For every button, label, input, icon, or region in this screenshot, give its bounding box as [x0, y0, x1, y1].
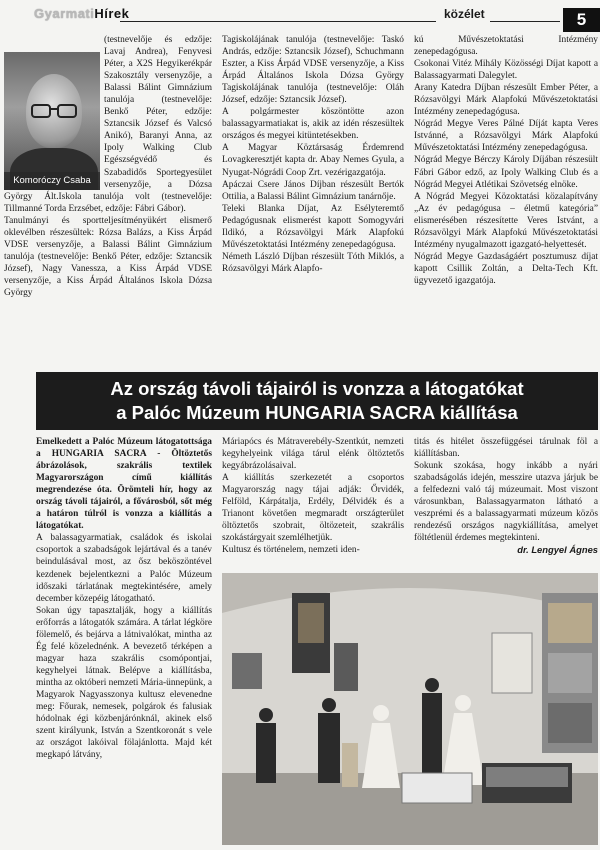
logo-part1: Gyarmati	[34, 6, 95, 21]
article-col2-paragraph-1: Máriapócs és Mátraverebély-Szentkút, nemzeti kegyhelyeink világa tárul elénk öltöztetős kegyábrázolásaival.	[222, 437, 404, 472]
top-col3-paragraph-5: Nógrád Megye Bérczy Károly Díjában részesült Fábri Gábor edző, az Ipoly Walking Club és a Nógrád Megyei Atlétikai Szövetség elnöke.	[414, 155, 598, 190]
logo-part2: Hírek	[94, 6, 130, 21]
top-col2-paragraph-2: A polgármester köszöntötte azon balassagyarmatiakat is, akik az idén részesültek országos és megyei kitüntetésekben.	[222, 107, 404, 142]
top-col1-paragraph-2: Tanulmányi és sportteljesítményükért elismerő oklevélben részesültek: Rózsa Balázs, a Kiss Árpád VDSE versenyzője, a Balassi Bálint Gimnázium tanulója (testnevelője: Benkő Péter, edzője: Sztancsik József), Nagy Vanessza, a Kiss Árpád VDSE versenyzője, a Kiss Árpád Általános Iskola Dózsa György	[4, 215, 212, 298]
top-col3-paragraph-3: Arany Katedra Díjban részesült Ember Péter, a Rózsavölgyi Márk Alapfokú Művészetoktatási Intézmény zenepedagógusa.	[414, 83, 598, 118]
top-col3-paragraph-2: Csokonai Vitéz Mihály Közösségi Díjat kapott a Balassagyarmati Dalegylet.	[414, 59, 598, 82]
article-col2-paragraph-3: Kultusz és történelem, nemzeti iden-	[222, 545, 360, 556]
article-col3-paragraph-2: Sokunk szokása, hogy inkább a nyári szabadságolás idején, messzire utazva járjuk be a felfedezni való táj múzeumait. Most viszont városunkban, Balassagyarmaton látható a veszprémi és a balassagyarmati múzeum közös rendezésű országos nagykiállítása, amelyet föltétlenül érdemes megtekinteni.	[414, 461, 598, 544]
article-col1-paragraph-2: A balassagyarmatiak, családok és iskolai csoportok a szabadságok lejártával és a tanév beindulásával most, az ősz beköszöntével kezdenek bejelentkezni a Palóc Múzeum időszaki tárlatának megtekintésére, amely december közepéig látogatható.	[36, 533, 212, 604]
article-col3-paragraph-1: titás és hitélet összefüggései tárulnak föl a kiállításban.	[414, 437, 598, 460]
article-col3	[414, 436, 598, 572]
exhibition-scene	[222, 573, 598, 845]
page-number: 5	[563, 8, 600, 32]
article-lead: Emelkedett a Palóc Múzeum látogatottsága a HUNGARIA SACRA - Öltöztetős ábrázolások, szakrális textilek Magyarországon című kiállítás megrendezése óta. Örömteli hír, hogy az ország távoli tájairól, a fővárosból, sőt még a határon túlról is vonzza a kiállítás a látogatókat.	[36, 437, 212, 532]
article-col2-paragraph-2: A kiállítás szerkezetét a csoportos Magyarország nagy tájai adják: Őrvidék, Felföld, Kárpátalja, Erdély, Délvidék és a Trianont követően megmaradt országterület öltöztetős szobrait, öltözeteit, szakrális szokástárgyait szemlélhetjük.	[222, 473, 404, 544]
page-header	[0, 0, 600, 32]
photo-float-spacer	[4, 34, 104, 190]
masthead-logo	[34, 6, 129, 21]
article-col2	[222, 436, 404, 570]
top-col2-paragraph-3: A Magyar Köztársaság Érdemrend Lovagkeresztjét kapta dr. Abay Nemes Gyula, a Nyugat-Nógrádi Coop Zrt. vezérigazgatója.	[222, 143, 404, 178]
headline-line1: Az ország távoli tájairól is vonzza a látogatókat	[110, 378, 524, 399]
top-col2	[222, 34, 404, 370]
top-col2-paragraph-4: Apáczai Csere János Díjban részesült Bertók Ottilia, a Balassi Bálint Gimnázium tanárnője.	[222, 179, 404, 202]
article-headline-banner	[36, 372, 598, 430]
article-col1-paragraph-3: Sokan úgy tapasztalják, hogy a kiállítás erőforrás a látogatók számára. A tárlat légköre fölemelő, és bejárva a látnivalókat, mintha az Ég felé közelednénk. A bevezető térképen a magyar haza szakrális csomópontjai, kegyhelyei látnak. Belépve a kiállításba, mintha az októberi nemzeti Mária-ünnepünk, a Magyarok Nagyasszonya kultusz elevenedne meg: Főurak, nemesek, polgárok és falusiak hódolnak égi közbenjárónknál, akinek első szent királyunk, István a Szentkoronát s vele az országot lakóival fölajánlotta. Majd két megkapó látvány,	[36, 605, 212, 761]
top-col1-paragraph-1: (testnevelője és edzője: Lavaj Andrea), Fenyvesi Péter, a X2S Hegyikerékpár Szakosztály versenyzője, a Balassi Bálint Gimnázium tanulója (testnevelője: Benkő Péter, edzője: Sztancsik József és Valcsó Anikó), Baranyi Anna, az Ipoly Walking Club Egészségvédő és Szabadidős Sportegyesület versenyzője, a Dózsa György Ált.Iskola tanulója volt (testnevelője: Tillmanné Torda Erzsébet, edzője: Fábri Gábor).	[4, 35, 212, 214]
header-rule-right	[490, 21, 560, 22]
exhibition-photo	[222, 573, 598, 845]
photo-caption: Komoróczy Csaba	[4, 172, 100, 190]
top-col2-paragraph-5: Teleki Blanka Díjat, Az Esélyteremtő Pedagógusnak elismerést kapott Somogyvári Ildikó, a Rózsavölgyi Márk Alapfokú Művészetoktatási Intézmény zenepedagógusa.	[222, 203, 404, 250]
author-signature: dr. Lengyel Ágnes	[517, 544, 598, 556]
top-col3	[414, 34, 598, 370]
header-rule-left	[120, 21, 436, 22]
top-col3-paragraph-4: Nógrád Megye Veres Pálné Díját kapta Veres Istvánné, a Rózsavölgyi Márk Alapfokú Művészetoktatási Intézmény zenepedagógusa.	[414, 119, 598, 154]
top-col1-lower	[4, 34, 212, 370]
top-col3-paragraph-7: Nógrád Megye Gazdaságáért posztumusz díjat kapott Csillik Zoltán, a Delta-Tech Kft. ügyvezető igazgatója.	[414, 251, 598, 286]
top-col3-paragraph-6: A Nógrád Megyei Közoktatási közalapítvány „Az év pedagógusa – életmű kategória” elismerésében részesítette Veres Istvánt, a Rózsavölgyi Márk Alapfokú Művészetoktatási Intézmény nyugalmazott igazgató-helyettesét.	[414, 191, 598, 250]
top-col3-paragraph-1: kú Művészetoktatási Intézmény zenepedagógusa.	[414, 35, 598, 58]
article-col1	[36, 436, 212, 848]
top-col2-paragraph-1: Tagiskolájának tanulója (testnevelője: Taskó András, edzője: Sztancsik József), Schuchmann Eszter, a Kiss Árpád VDSE versenyzője, a Kiss Árpád Általános Iskola Dózsa György Tagiskolájának tanulója (testnevelője: Oláh József, edzője: Sztancsik József).	[222, 35, 404, 106]
section-title: közélet	[444, 7, 485, 21]
top-col2-paragraph-6: Németh László Díjban részesült Tóth Miklós, a Rózsavölgyi Márk Alapfo-	[222, 251, 404, 274]
headline-line2: a Palóc Múzeum HUNGARIA SACRA kiállítása	[116, 402, 518, 423]
